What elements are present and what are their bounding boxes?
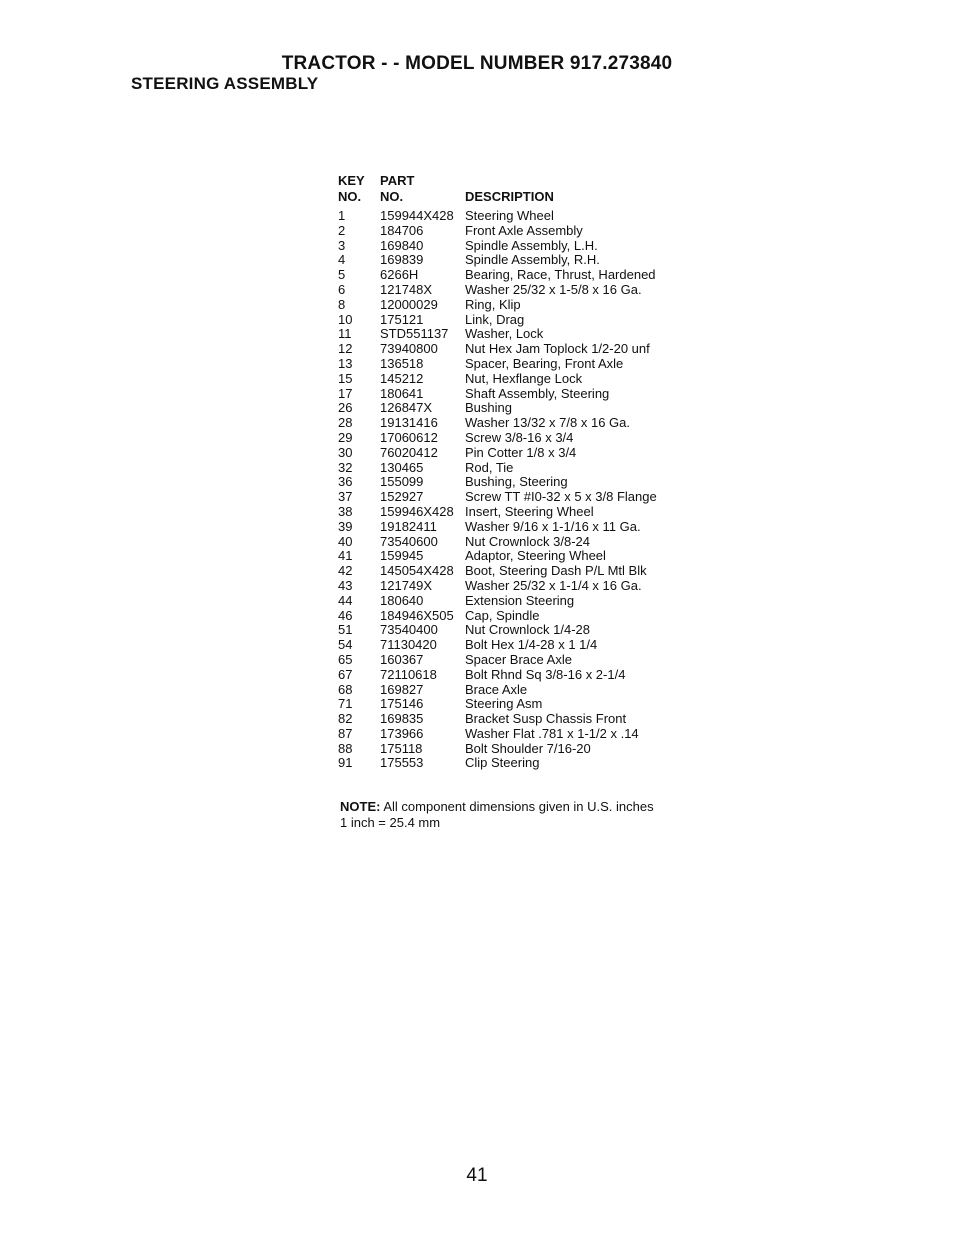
note-text: All component dimensions given in U.S. inches — [383, 799, 654, 814]
key-no-cell: 26 — [338, 400, 353, 416]
table-row — [338, 564, 695, 579]
description-cell: Pin Cotter 1/8 x 3/4 — [465, 444, 577, 460]
description-cell: Bracket Susp Chassis Front — [465, 711, 627, 727]
key-no-cell: 2 — [338, 222, 346, 238]
description-cell: Nut Crownlock 3/8-24 — [465, 533, 590, 549]
description-cell: Bolt Hex 1/4-28 x 1 1/4 — [465, 637, 598, 653]
page-title: TRACTOR - - MODEL NUMBER 917.273840 — [281, 53, 673, 74]
part-no-cell: 160367 — [380, 651, 424, 667]
part-no-cell: 159944X428 — [380, 208, 454, 223]
description-cell: Washer, Lock — [465, 326, 544, 342]
table-row — [338, 357, 695, 372]
part-no-cell: 73940800 — [380, 341, 438, 357]
table-row — [338, 505, 695, 520]
page-number: 41 — [466, 1165, 488, 1186]
key-no-cell: 42 — [338, 563, 353, 579]
part-no-cell: 71130420 — [380, 637, 437, 653]
description-cell: Insert, Steering Wheel — [465, 503, 594, 519]
key-no-cell: 82 — [338, 711, 353, 727]
part-no-cell: 19182411 — [380, 518, 437, 534]
part-no-cell: 173966 — [380, 725, 424, 741]
key-no-cell: 67 — [338, 666, 353, 682]
part-no-cell: 121748X — [380, 281, 433, 297]
description-cell: Nut Crownlock 1/4-28 — [465, 622, 590, 638]
table-row — [338, 431, 695, 446]
parts-table-header — [338, 173, 695, 209]
table-row — [338, 653, 695, 668]
key-no-cell: 71 — [338, 696, 353, 712]
description-cell: Screw TT #I0-32 x 5 x 3/8 Flange — [465, 489, 657, 505]
part-no-cell: 175146 — [380, 696, 424, 712]
key-no-cell: 1 — [338, 208, 346, 223]
description-cell: Nut, Hexflange Lock — [465, 370, 583, 386]
description-cell: Washer Flat .781 x 1-1/2 x .14 — [465, 725, 639, 741]
part-no-cell: 175121 — [380, 311, 424, 327]
table-row — [338, 490, 695, 505]
key-no-cell: 54 — [338, 637, 353, 653]
part-no-cell: 76020412 — [380, 444, 438, 460]
table-row — [338, 638, 695, 653]
key-no-cell: 37 — [338, 489, 353, 505]
key-no-cell: 41 — [338, 548, 353, 564]
part-no-cell: 175118 — [380, 740, 423, 756]
part-no-cell: 136518 — [380, 355, 424, 371]
description-cell: Bolt Shoulder 7/16-20 — [465, 740, 591, 756]
table-row — [338, 416, 695, 431]
key-no-cell: 68 — [338, 681, 353, 697]
parts-table-body — [338, 209, 695, 771]
key-no-cell: 65 — [338, 651, 353, 667]
part-no-cell: 73540600 — [380, 533, 438, 549]
note-block — [340, 799, 654, 830]
description-cell: Spacer Brace Axle — [465, 651, 572, 667]
key-no-cell: 6 — [338, 281, 346, 297]
part-no-cell: 184946X505 — [380, 607, 454, 623]
description-cell: Spindle Assembly, L.H. — [465, 237, 598, 253]
note-label: NOTE: — [340, 799, 381, 814]
part-no-cell: 17060612 — [380, 429, 438, 445]
description-cell: Cap, Spindle — [465, 607, 540, 623]
table-row — [338, 742, 695, 757]
table-row — [338, 535, 695, 550]
parts-table — [338, 173, 695, 771]
description-cell: Adaptor, Steering Wheel — [465, 548, 606, 564]
part-no-cell: 184706 — [380, 222, 424, 238]
key-no-cell: 13 — [338, 355, 353, 371]
part-no-cell: STD551137 — [380, 326, 449, 342]
description-cell: Front Axle Assembly — [465, 222, 583, 238]
description-cell: Washer 25/32 x 1-5/8 x 16 Ga. — [465, 281, 642, 297]
part-no-cell: 145212 — [380, 370, 424, 386]
part-no-cell: 175553 — [380, 755, 424, 771]
description-cell: Rod, Tie — [465, 459, 514, 475]
key-no-cell: 10 — [338, 311, 353, 327]
key-no-cell: 40 — [338, 533, 353, 549]
table-row — [338, 253, 695, 268]
key-no-header-line2: NO. — [338, 189, 362, 204]
key-no-cell: 28 — [338, 415, 353, 431]
description-cell: Nut Hex Jam Toplock 1/2-20 unf — [465, 341, 650, 357]
table-row — [338, 342, 695, 357]
key-no-header-line1: KEY — [338, 173, 365, 188]
description-cell: Bearing, Race, Thrust, Hardened — [465, 267, 656, 283]
description-cell: Spindle Assembly, R.H. — [465, 252, 600, 268]
key-no-cell: 38 — [338, 503, 353, 519]
table-row — [338, 224, 695, 239]
unit-conversion: 1 inch = 25.4 mm — [340, 814, 441, 830]
table-row — [338, 268, 695, 283]
part-no-header-line2: NO. — [380, 189, 404, 204]
description-cell: Bolt Rhnd Sq 3/8-16 x 2-1/4 — [465, 666, 626, 682]
description-cell: Bushing, Steering — [465, 474, 568, 490]
table-row — [338, 712, 695, 727]
key-no-cell: 44 — [338, 592, 353, 608]
key-no-cell: 36 — [338, 474, 353, 490]
part-no-header-line1: PART — [380, 173, 415, 188]
note-line — [340, 799, 654, 815]
key-no-cell: 43 — [338, 577, 353, 593]
key-no-cell: 12 — [338, 341, 353, 357]
table-row — [338, 579, 695, 594]
part-no-cell: 121749X — [380, 577, 433, 593]
key-no-cell: 29 — [338, 429, 353, 445]
key-no-cell: 8 — [338, 296, 346, 312]
part-no-cell: 130465 — [380, 459, 424, 475]
table-row — [338, 520, 695, 535]
description-header: DESCRIPTION — [465, 189, 554, 204]
table-row — [338, 401, 695, 416]
table-row — [338, 446, 695, 461]
table-row — [338, 697, 695, 712]
part-no-cell: 169839 — [380, 252, 424, 268]
table-row — [338, 609, 695, 624]
part-no-cell: 12000029 — [380, 296, 438, 312]
description-cell: Steering Asm — [465, 696, 543, 712]
table-row — [338, 475, 695, 490]
table-row — [338, 387, 695, 402]
description-cell: Steering Wheel — [465, 208, 554, 223]
part-no-cell: 126847X — [380, 400, 433, 416]
description-cell: Washer 9/16 x 1-1/16 x 11 Ga. — [465, 518, 641, 534]
part-no-cell: 145054X428 — [380, 563, 454, 579]
key-no-cell: 39 — [338, 518, 353, 534]
table-row — [338, 372, 695, 387]
description-cell: Spacer, Bearing, Front Axle — [465, 355, 624, 371]
description-cell: Screw 3/8-16 x 3/4 — [465, 429, 574, 445]
description-header-spacer — [465, 173, 695, 189]
key-no-cell: 87 — [338, 725, 353, 741]
table-row — [338, 668, 695, 683]
key-no-cell: 91 — [338, 755, 353, 771]
part-no-cell: 180641 — [380, 385, 424, 401]
part-no-cell: 152927 — [380, 489, 424, 505]
key-no-cell: 30 — [338, 444, 353, 460]
part-no-cell: 159945 — [380, 548, 424, 564]
part-no-cell: 72110618 — [380, 666, 437, 682]
description-cell: Ring, Klip — [465, 296, 521, 312]
key-no-cell: 17 — [338, 385, 353, 401]
key-no-cell: 46 — [338, 607, 353, 623]
table-row — [338, 313, 695, 328]
description-cell: Extension Steering — [465, 592, 575, 608]
description-cell: Boot, Steering Dash P/L Mtl Blk — [465, 563, 647, 579]
key-no-cell: 3 — [338, 237, 346, 253]
description-cell: Washer 25/32 x 1-1/4 x 16 Ga. — [465, 577, 642, 593]
table-row — [338, 283, 695, 298]
table-row — [338, 683, 695, 698]
part-no-cell: 169840 — [380, 237, 424, 253]
part-no-cell: 169827 — [380, 681, 424, 697]
description-cell: Link, Drag — [465, 311, 525, 327]
table-row — [338, 549, 695, 564]
part-no-cell: 169835 — [380, 711, 424, 727]
key-no-cell: 51 — [338, 622, 353, 638]
description-cell: Washer 13/32 x 7/8 x 16 Ga. — [465, 415, 630, 431]
part-no-cell: 6266H — [380, 267, 419, 283]
part-no-cell: 19131416 — [380, 415, 438, 431]
section-title: STEERING ASSEMBLY — [131, 74, 319, 93]
part-no-cell: 73540400 — [380, 622, 438, 638]
table-row — [338, 623, 695, 638]
key-no-cell: 88 — [338, 740, 353, 756]
description-cell: Bushing — [465, 400, 512, 416]
table-row — [338, 239, 695, 254]
part-no-cell: 180640 — [380, 592, 424, 608]
table-row — [338, 461, 695, 476]
table-row — [338, 727, 695, 742]
description-cell: Shaft Assembly, Steering — [465, 385, 610, 401]
part-no-cell: 159946X428 — [380, 503, 454, 519]
part-no-cell: 155099 — [380, 474, 424, 490]
key-no-cell: 5 — [338, 267, 346, 283]
key-no-cell: 15 — [338, 370, 353, 386]
table-row — [338, 594, 695, 609]
table-row — [338, 756, 695, 771]
key-no-cell: 4 — [338, 252, 346, 268]
description-cell: Clip Steering — [465, 755, 540, 771]
table-row — [338, 209, 695, 224]
key-no-cell: 11 — [338, 326, 352, 342]
table-row — [338, 327, 695, 342]
key-no-cell: 32 — [338, 459, 353, 475]
description-cell: Brace Axle — [465, 681, 528, 697]
table-row — [338, 298, 695, 313]
